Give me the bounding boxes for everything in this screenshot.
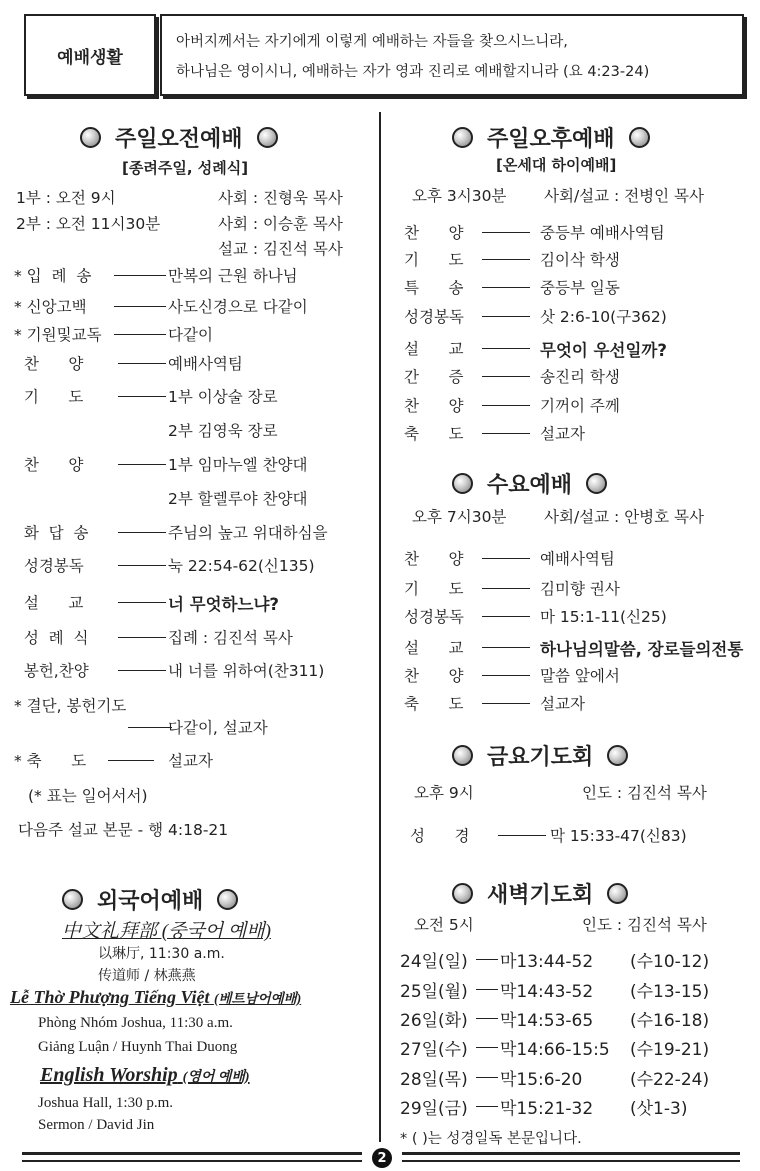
order-value: 2부 할렐루야 찬양대 [168, 490, 308, 508]
order-label: 기 도 [14, 388, 84, 406]
dawn-reading: (수10-12) [630, 952, 710, 972]
order-value: 예배사역팀 [168, 355, 243, 373]
order-row [404, 365, 760, 387]
order-value: 김이삭 학생 [540, 251, 620, 269]
column-divider [379, 112, 381, 1142]
dawn-passage: 마13:44-52 [500, 952, 594, 972]
order-row [14, 591, 374, 613]
scripture-quote [160, 14, 744, 96]
order-row [404, 276, 760, 298]
friday-scripture: 막 15:33-47(신83) [550, 827, 687, 845]
order-row [14, 554, 374, 576]
leader-line [482, 433, 530, 434]
dawn-title: 새벽기도회 [487, 883, 594, 908]
dawn-reading: (삿1-3) [630, 1099, 688, 1119]
leader-line [482, 232, 530, 233]
friday-time: 오후 9시 [414, 784, 474, 802]
order-value: 사도신경으로 다같이 [168, 298, 308, 316]
bullet-icon [257, 127, 278, 148]
dawn-day: 25일(월) [400, 982, 468, 1002]
leader-line [482, 316, 530, 317]
bullet-icon [452, 745, 473, 766]
order-row [14, 716, 374, 738]
dawn-heading [452, 878, 628, 909]
footer-rule-left [22, 1152, 362, 1155]
order-row [14, 295, 374, 317]
order-value: 중등부 예배사역팀 [540, 224, 665, 242]
bullet-icon [607, 883, 628, 904]
order-value: 2부 김영욱 장로 [168, 422, 278, 440]
wednesday-heading [452, 468, 607, 499]
order-value: 무엇이 우선일까? [540, 341, 667, 360]
leader-line [482, 287, 530, 288]
order-row [14, 264, 374, 286]
dawn-day: 24일(일) [400, 952, 468, 972]
service1-role: 사회 : 진형욱 목사 [218, 189, 343, 207]
order-label: 성경봉독 [14, 557, 84, 575]
vietnamese-title-text: Lễ Thờ Phượng Tiếng Việt [10, 987, 210, 1007]
footer-rule-right [402, 1152, 740, 1155]
order-value: 김미향 권사 [540, 580, 620, 598]
order-row [14, 385, 374, 407]
vietnamese-line-1: Phòng Nhóm Joshua, 11:30 a.m. [38, 1015, 233, 1031]
dawn-passage: 막14:53-65 [500, 1011, 594, 1031]
order-row [14, 352, 374, 374]
order-value: 설교자 [168, 752, 213, 770]
bullet-icon [452, 473, 473, 494]
order-label: 기 도 [404, 251, 464, 269]
order-label: 특 송 [404, 279, 464, 297]
order-value: 주님의 높고 위대하심을 [168, 524, 328, 542]
footer-rule-right-thin [402, 1160, 740, 1162]
order-value: 송진리 학생 [540, 368, 620, 386]
english-title-text: English Worship [40, 1064, 178, 1086]
sermon-role: 설교 : 김진석 목사 [218, 240, 343, 258]
wednesday-role: 사회/설교 : 안병호 목사 [544, 508, 704, 526]
dawn-day: 26일(화) [400, 1011, 468, 1031]
leader-line [476, 989, 498, 990]
service1-time: 1부 : 오전 9시 [16, 189, 116, 207]
leader-line [482, 259, 530, 260]
order-row [14, 749, 374, 771]
friday-heading [452, 740, 628, 771]
order-label: 간 증 [404, 368, 464, 386]
leader-line [482, 703, 530, 704]
dawn-day-row [400, 1006, 750, 1031]
order-label: 화 답 송 [14, 524, 89, 542]
order-row [404, 305, 760, 327]
order-label: 기 도 [404, 580, 464, 598]
chinese-line-2: 传道师 / 林燕燕 [98, 968, 196, 984]
dawn-day: 27일(수) [400, 1040, 468, 1060]
leader-line [118, 670, 166, 671]
service2-role: 사회 : 이승훈 목사 [218, 215, 343, 233]
dawn-day: 28일(목) [400, 1070, 468, 1090]
friday-scripture-label: 성 경 [410, 827, 470, 845]
order-row [404, 605, 760, 627]
order-value: 설교자 [540, 425, 585, 443]
english-title [40, 1064, 250, 1087]
sunday-am-heading [80, 122, 278, 153]
leader-line [118, 363, 166, 364]
order-value: 눅 22:54-62(신135) [168, 557, 315, 575]
order-row [14, 323, 374, 345]
dawn-reading: (수22-24) [630, 1070, 710, 1090]
leader-line [482, 675, 530, 676]
order-row [404, 248, 760, 270]
leader-line [476, 1047, 498, 1048]
order-label: * 입 례 송 [14, 267, 92, 285]
sunday-pm-heading [452, 122, 650, 153]
order-row [14, 694, 374, 716]
order-label: 설 교 [404, 340, 464, 358]
order-value: 기꺼이 주께 [540, 397, 620, 415]
leader-line [482, 405, 530, 406]
order-label: 찬 양 [14, 456, 84, 474]
order-label: 찬 양 [404, 550, 464, 568]
english-line-2: Sermon / David Jin [38, 1117, 155, 1133]
leader-line [118, 602, 166, 603]
order-label: 찬 양 [404, 667, 464, 685]
order-label: 설 교 [404, 639, 464, 657]
dawn-note: * ( )는 성경일독 본문입니다. [400, 1131, 582, 1147]
dawn-passage: 막14:43-52 [500, 982, 594, 1002]
friday-leader: 인도 : 김진석 목사 [582, 784, 707, 802]
order-value: 만복의 근원 하나님 [168, 267, 298, 285]
order-label: 찬 양 [404, 224, 464, 242]
english-line-1: Joshua Hall, 1:30 p.m. [38, 1095, 173, 1111]
order-label: * 신앙고백 [14, 298, 87, 316]
bullet-icon [629, 127, 650, 148]
order-row [14, 419, 374, 441]
order-label: 성 례 식 [14, 629, 89, 647]
leader-line [114, 334, 166, 335]
bullet-icon [586, 473, 607, 494]
dawn-time: 오전 5시 [414, 916, 474, 934]
footer-rule-left-thin [22, 1160, 362, 1162]
chinese-title: 中文礼拜部 (중국어 예배) [62, 921, 271, 942]
sunday-am-subtitle: [종려주일, 성례식] [122, 159, 249, 177]
order-value: 중등부 일동 [540, 279, 620, 297]
sunday-pm-time: 오후 3시30분 [412, 187, 507, 205]
leader-line [476, 1106, 498, 1107]
dawn-day: 29일(금) [400, 1099, 468, 1119]
order-value: 마 15:1-11(신25) [540, 608, 667, 626]
dawn-day-row [400, 1094, 750, 1119]
foreign-heading [62, 884, 238, 915]
dawn-reading: (수13-15) [630, 982, 710, 1002]
order-value: 1부 이상술 장로 [168, 388, 278, 406]
order-value: 하나님의말씀, 장로들의전통 [540, 640, 744, 659]
order-label: 성경봉독 [404, 308, 464, 326]
order-row [404, 422, 760, 444]
order-label: * 기원및교독 [14, 326, 102, 344]
dawn-passage: 막15:6-20 [500, 1070, 583, 1090]
leader-line [118, 464, 166, 465]
leader-line [476, 1077, 498, 1078]
bullet-icon [607, 745, 628, 766]
leader-line [118, 396, 166, 397]
leader-line [118, 532, 166, 533]
order-label: 찬 양 [404, 397, 464, 415]
dawn-passage: 막14:66-15:5 [500, 1040, 610, 1060]
friday-scripture-row [410, 824, 750, 846]
dawn-day-row [400, 1035, 750, 1060]
dawn-passage: 막15:21-32 [500, 1099, 594, 1119]
english-subtitle: (영어 예배) [182, 1070, 250, 1085]
order-label: 축 도 [404, 425, 464, 443]
dawn-day-row [400, 947, 750, 972]
sunday-pm-subtitle: [온세대 하이예배] [496, 156, 617, 174]
order-value: 말씀 앞에서 [540, 667, 620, 685]
leader-line [476, 1018, 498, 1019]
order-label: 설 교 [14, 594, 84, 612]
section-label: 예배생활 [24, 14, 156, 96]
leader-line [114, 306, 166, 307]
leader-line [118, 637, 166, 638]
dawn-reading: (수19-21) [630, 1040, 710, 1060]
leader-line [128, 727, 172, 728]
order-row [404, 394, 760, 416]
sunday-pm-title: 주일오후예배 [487, 127, 615, 152]
dawn-leader: 인도 : 김진석 목사 [582, 916, 707, 934]
quote-line-1: 아버지께서는 자기에게 이렇게 예배하는 자들을 찾으시느니라, [176, 34, 568, 50]
friday-title: 금요기도회 [487, 745, 594, 770]
leader-line [482, 348, 530, 349]
page-number: 2 [372, 1148, 392, 1168]
dawn-day-row [400, 1065, 750, 1090]
order-row [14, 626, 374, 648]
order-row [404, 547, 760, 569]
order-label: * 축 도 [14, 752, 87, 770]
next-sermon: 다음주 설교 본문 - 행 4:18-21 [18, 821, 229, 839]
leader-line [482, 558, 530, 559]
order-value: 집례 : 김진석 목사 [168, 629, 293, 647]
order-row [14, 453, 374, 475]
leader-line [482, 647, 530, 648]
vietnamese-subtitle: (베트남어예배) [213, 991, 302, 1006]
wednesday-title: 수요예배 [487, 473, 573, 498]
leader-line [118, 565, 166, 566]
order-row [404, 221, 760, 243]
order-row [14, 521, 374, 543]
order-row [404, 664, 760, 686]
leader-line [108, 760, 154, 761]
standing-note: (* 표는 일어서서) [28, 787, 148, 805]
leader-line [498, 835, 546, 836]
order-label: * 결단, 봉헌기도 [14, 697, 127, 715]
order-row [14, 659, 374, 681]
order-label: 성경봉독 [404, 608, 464, 626]
bullet-icon [452, 127, 473, 148]
order-row [14, 487, 374, 509]
bullet-icon [217, 889, 238, 910]
order-value: 너 무엇하느냐? [168, 595, 279, 614]
order-value: 예배사역팀 [540, 550, 615, 568]
leader-line [476, 959, 498, 960]
service2-time: 2부 : 오전 11시30분 [16, 215, 161, 233]
leader-line [114, 275, 166, 276]
leader-line [482, 616, 530, 617]
sunday-pm-role: 사회/설교 : 전병인 목사 [544, 187, 704, 205]
order-row [404, 337, 760, 359]
order-row [404, 577, 760, 599]
leader-line [482, 376, 530, 377]
bullet-icon [62, 889, 83, 910]
order-value: 다같이 [168, 326, 213, 344]
quote-line-2: 하나님은 영이시니, 예배하는 자가 영과 진리로 예배할지니라 (요 4:23-24) [176, 64, 650, 80]
foreign-title: 외국어예배 [97, 889, 204, 914]
order-value: 삿 2:6-10(구362) [540, 308, 667, 326]
order-row [404, 636, 760, 658]
vietnamese-title [10, 987, 301, 1008]
order-label: 축 도 [404, 695, 464, 713]
vietnamese-line-2: Giảng Luận / Huynh Thai Duong [38, 1039, 238, 1055]
order-value: 설교자 [540, 695, 585, 713]
order-label: 봉헌,찬양 [14, 662, 89, 680]
bullet-icon [80, 127, 101, 148]
dawn-day-row [400, 977, 750, 1002]
order-value: 1부 임마누엘 찬양대 [168, 456, 308, 474]
bullet-icon [452, 883, 473, 904]
order-value: 다같이, 설교자 [168, 719, 268, 737]
leader-line [482, 588, 530, 589]
order-row [404, 692, 760, 714]
sunday-am-title: 주일오전예배 [115, 127, 243, 152]
order-label: 찬 양 [14, 355, 84, 373]
dawn-reading: (수16-18) [630, 1011, 710, 1031]
wednesday-time: 오후 7시30분 [412, 508, 507, 526]
chinese-line-1: 以琳厅, 11:30 a.m. [98, 946, 225, 962]
order-value: 내 너를 위하여(찬311) [168, 662, 325, 680]
